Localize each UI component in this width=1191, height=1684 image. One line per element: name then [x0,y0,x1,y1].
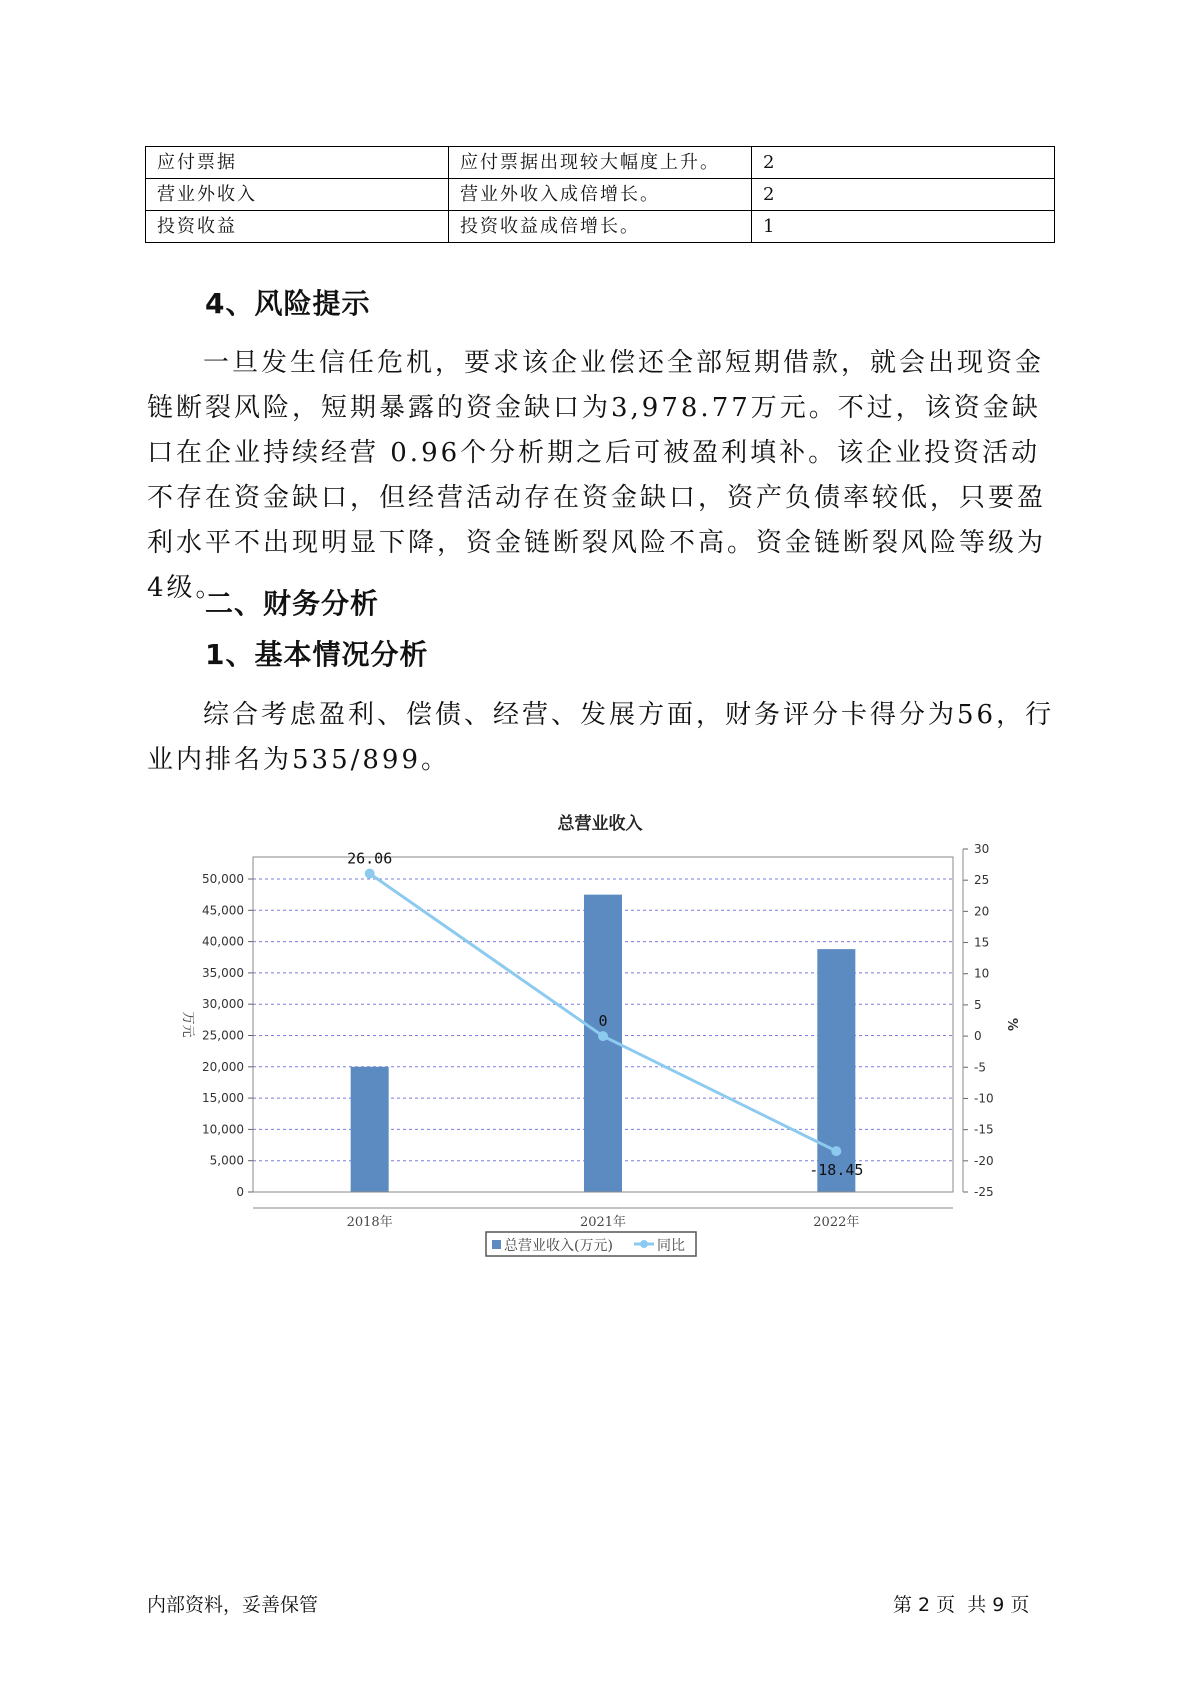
y2-axis-tick-label: 0 [974,1029,982,1044]
y2-axis-tick-label: 25 [974,873,990,888]
y-axis-tick-label: 40,000 [202,934,244,949]
section-heading-finance: 二、财务分析 [205,587,380,620]
table-row [146,179,1055,211]
y2-axis-tick-label: -5 [974,1060,986,1075]
y2-axis-title: % [1004,1017,1019,1032]
footer-page-number: 第 2 页 共 9 页 [893,1594,1030,1616]
table-cell-desc: 投资收益成倍增长。 [449,211,752,243]
y2-axis-tick-label: -25 [974,1185,994,1199]
table-cell-item: 营业外收入 [146,179,449,211]
x-axis-tick-label: 2021年 [579,1215,627,1230]
table-cell-desc: 应付票据出现较大幅度上升。 [449,147,752,179]
subsection-heading-basic: 1、基本情况分析 [205,638,429,671]
yoy-data-label: 0 [598,1012,608,1031]
y-axis-tick-label: 25,000 [202,1028,244,1043]
chart-legend [486,1232,696,1256]
legend-bar-label: 总营业收入(万元) [504,1238,613,1254]
table-cell-item: 应付票据 [146,147,449,179]
y2-axis-tick-label: 15 [974,935,990,950]
x-axis-tick-label: 2018年 [346,1215,393,1230]
table-cell-score: 1 [752,211,1055,243]
footer-confidential-note: 内部资料，妥善保管 [147,1594,319,1616]
chart-title: 总营业收入 [557,814,643,834]
risk-paragraph: 一旦发生信任危机，要求该企业偿还全部短期借款，就会出现资金链断裂风险，短期暴露的资金缺口为3,978.77万元。不过，该资金缺口在企业持续经营 0.96个分析期之后可被盈利填补。该企业投资活动不存在资金缺口，但经营活动存在资金缺口，资产负债率较低，只要盈利水平不出现明显下降，资金链断裂风险不高。资金链断裂风险等级为4级。 [147,348,1047,603]
table-row [146,211,1055,243]
risk-item-table [145,146,1055,243]
y-axis-tick-label: 50,000 [202,872,244,886]
table-cell-score: 2 [752,179,1055,211]
yoy-point [831,1146,841,1156]
y-axis-tick-label: 5,000 [209,1153,244,1168]
y2-axis-tick-label: -10 [974,1091,994,1106]
legend-bar-swatch [492,1240,501,1249]
revenue-chart [160,800,1050,1270]
y2-axis-tick-label: 30 [974,842,990,856]
y2-axis-tick-label: 5 [974,997,982,1012]
section-heading-risk: 4、风险提示 [205,287,371,320]
x-axis-tick-label: 2022年 [813,1215,860,1230]
y-axis-tick-label: 35,000 [202,965,244,980]
legend-line-label: 同比 [657,1238,685,1254]
y-axis-tick-label: 10,000 [202,1122,244,1137]
y2-axis-tick-label: -20 [974,1153,994,1168]
table-row [146,147,1055,179]
table-cell-score: 2 [752,147,1055,179]
y2-axis-tick-label: -15 [974,1122,994,1137]
y-axis-tick-label: 30,000 [202,997,244,1012]
bar [351,1067,389,1192]
yoy-data-label: -18.45 [809,1161,864,1180]
y2-axis-tick-label: 10 [974,966,990,981]
y-axis-title: 万元 [180,1011,195,1038]
yoy-point [598,1031,608,1041]
table-cell-item: 投资收益 [146,211,449,243]
table-cell-desc: 营业外收入成倍增长。 [449,179,752,211]
y-axis-tick-label: 20,000 [202,1059,244,1074]
yoy-data-label: 26.06 [347,849,393,868]
chart-bars [351,895,856,1192]
yoy-point [365,869,375,879]
basic-analysis-paragraph: 综合考虑盈利、偿债、经营、发展方面，财务评分卡得分为56，行业内排名为535/899。 [147,700,1055,775]
y-axis-tick-label: 0 [236,1185,244,1199]
y-axis-tick-label: 45,000 [202,903,244,918]
y-axis-tick-label: 15,000 [202,1091,244,1106]
y2-axis-tick-label: 20 [974,904,990,919]
legend-line-marker [640,1240,648,1248]
